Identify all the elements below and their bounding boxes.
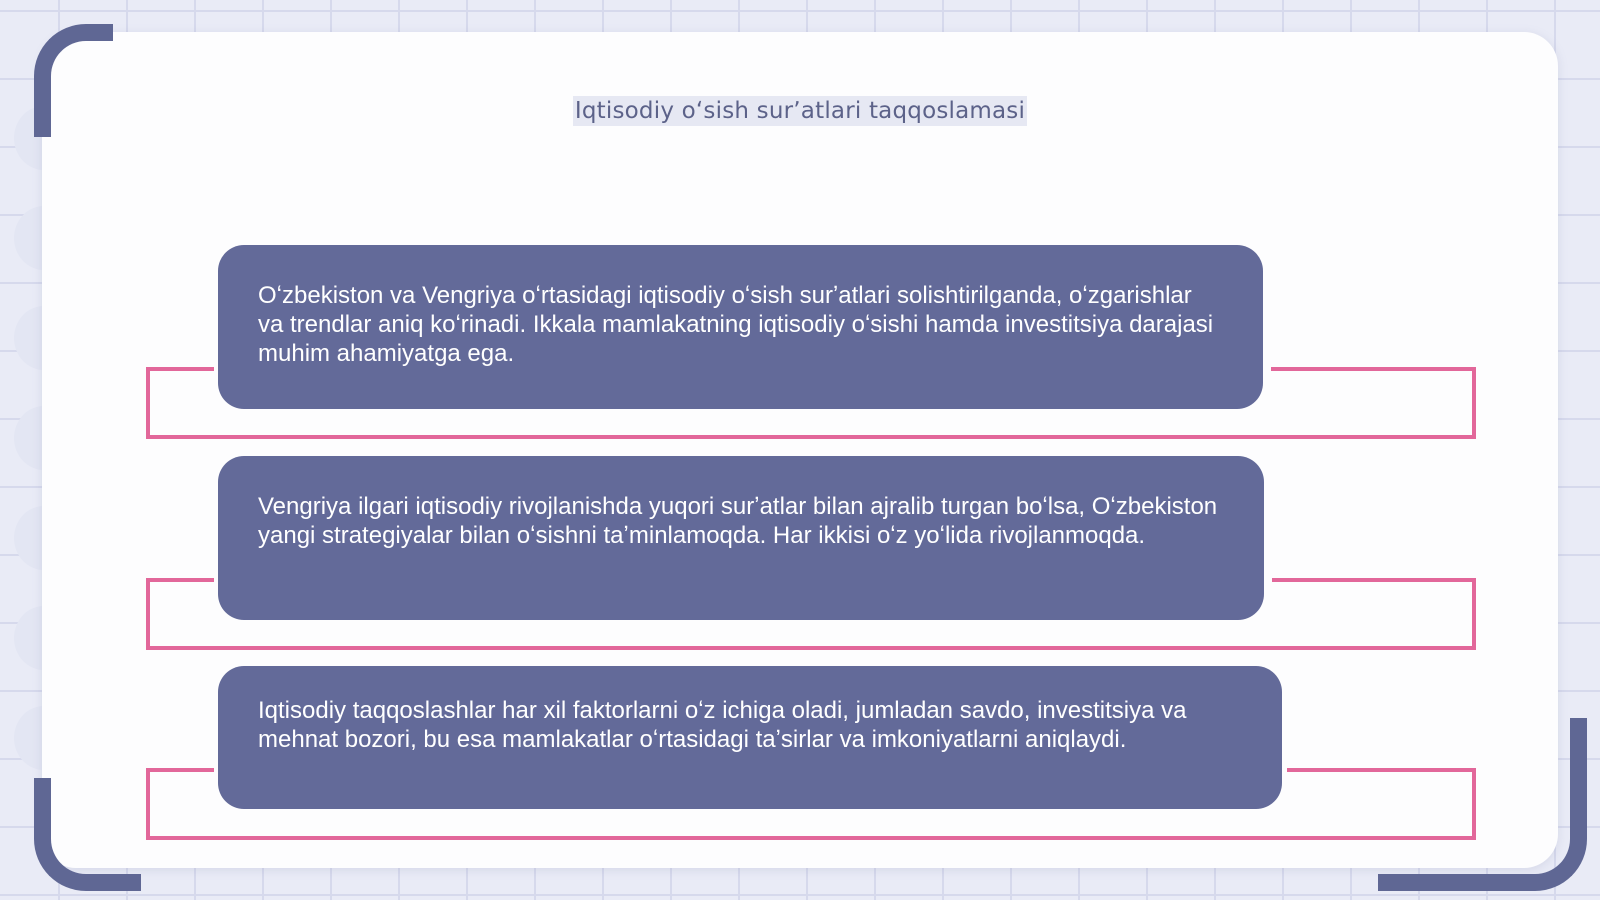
corner-bracket-bottom-left [34, 778, 141, 891]
text-card-2 [218, 456, 1264, 620]
slide-title-wrapper [0, 96, 1600, 126]
card-text: Oʻzbekiston va Vengriya oʻrtasidagi iqtisodiy oʻsish surʼatlari solishtirilganda, oʻzgarishlar va trendlar aniq koʻrinadi. Ikkala mamlakatning iqtisodiy oʻsishi hamda investitsiya darajasi muhim ahamiyatga ega. [258, 282, 1214, 367]
card-text: Vengriya ilgari iqtisodiy rivojlanishda yuqori surʼatlar bilan ajralib turgan boʻlsa, Oʻzbekiston yangi strategiyalar bilan oʻsishni taʼminlamoqda. Har ikkisi oʻz yoʻlida rivojlanmoqda. [258, 493, 1218, 549]
slide-title: Iqtisodiy oʻsish surʼatlari taqqoslamasi [574, 98, 1026, 124]
text-card-3 [218, 666, 1282, 809]
text-card-1 [218, 245, 1263, 409]
card-text: Iqtisodiy taqqoslashlar har xil faktorlarni oʻz ichiga oladi, jumladan savdo, investitsiya va mehnat bozori, bu esa mamlakatlar oʻrtasidagi taʼsirlar va imkoniyatlarni aniqlaydi. [258, 697, 1187, 753]
